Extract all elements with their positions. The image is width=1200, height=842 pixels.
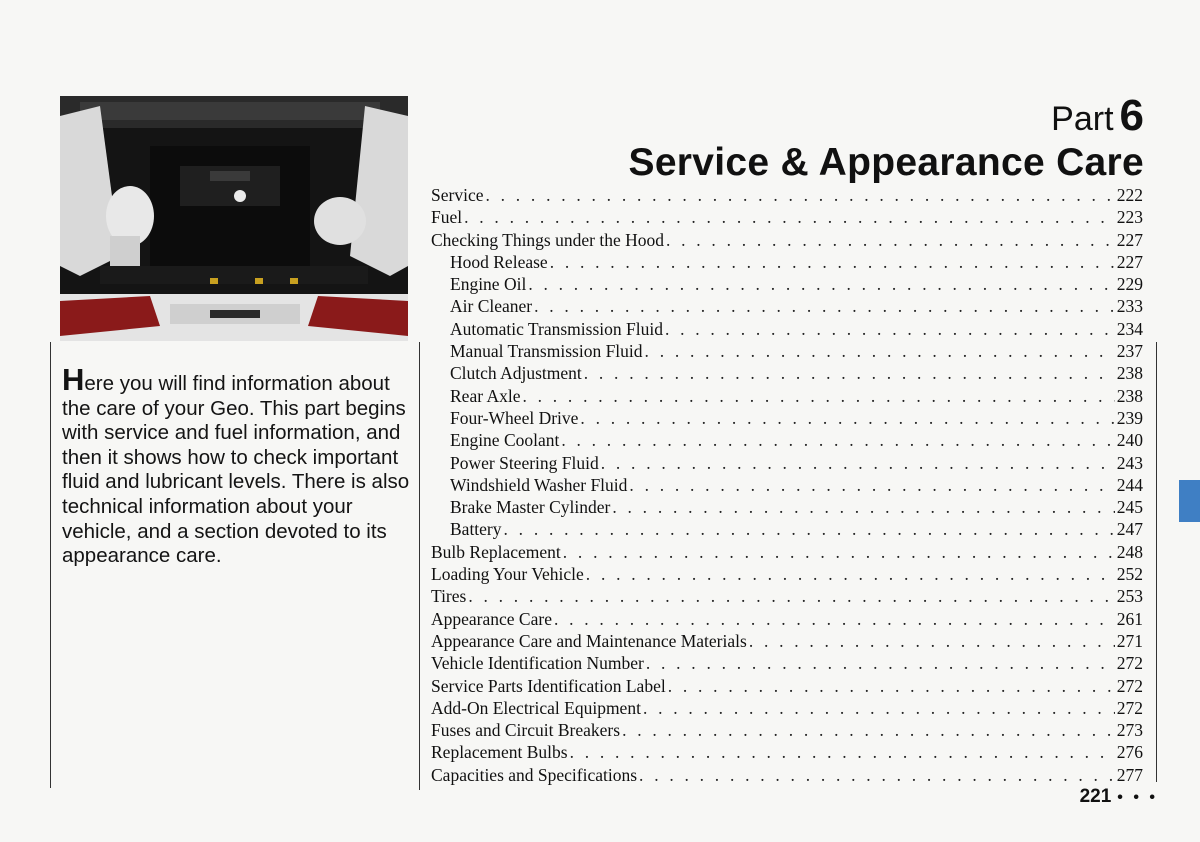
toc-entry[interactable] — [431, 185, 1143, 207]
toc-leader-dots — [629, 475, 1114, 496]
toc-entry-title: Fuel — [431, 207, 463, 228]
toc-leader-dots — [570, 742, 1115, 763]
toc-entry-page: 244 — [1116, 474, 1143, 495]
left-column-rule — [50, 342, 51, 788]
toc-entry-page: 237 — [1116, 341, 1143, 362]
toc-entry[interactable] — [431, 586, 1143, 608]
toc-entry-title: Automatic Transmission Fluid — [450, 318, 663, 339]
toc-entry-title: Engine Oil — [450, 274, 527, 295]
engine-bay-photo — [60, 96, 408, 341]
toc-entry[interactable] — [431, 274, 1143, 296]
toc-entry-page: 252 — [1116, 564, 1143, 585]
toc-entry-title: Vehicle Identification Number — [431, 653, 644, 674]
toc-entry-title: Rear Axle — [450, 385, 521, 406]
toc-entry-title: Add-On Electrical Equipment — [431, 697, 641, 718]
toc-leader-dots — [580, 408, 1114, 429]
toc-entry-title: Power Steering Fluid — [450, 452, 599, 473]
toc-entry-title: Fuses and Circuit Breakers — [431, 720, 621, 741]
toc-entry-title: Air Cleaner — [450, 296, 533, 317]
toc-leader-dots — [485, 185, 1114, 206]
toc-leader-dots — [563, 542, 1115, 563]
toc-entry[interactable] — [431, 609, 1143, 631]
toc-entry-page: 272 — [1116, 697, 1143, 718]
toc-entry[interactable] — [431, 230, 1143, 252]
toc-leader-dots — [468, 586, 1114, 607]
toc-entry[interactable] — [431, 564, 1143, 586]
intro-text: ere you will find information about the care of your Geo. This part begins with service and fuel information, and then it shows how to check important fluid and lubricant levels. There is also technical information about your vehicle, and a section devoted to its appearance care. — [62, 372, 410, 568]
part-number: 6 — [1119, 91, 1144, 140]
toc-entry[interactable] — [431, 430, 1143, 452]
toc-entry-title: Brake Master Cylinder — [450, 497, 611, 518]
table-of-contents — [431, 185, 1143, 787]
toc-entry[interactable] — [431, 363, 1143, 385]
toc-entry-page: 222 — [1116, 185, 1143, 205]
toc-entry-title: Windshield Washer Fluid — [450, 474, 628, 495]
page-number — [1080, 786, 1158, 808]
toc-entry-page: 277 — [1116, 764, 1143, 785]
toc-entry-title: Four-Wheel Drive — [450, 407, 579, 428]
toc-entry-title: Clutch Adjustment — [450, 363, 582, 384]
toc-entry-page: 253 — [1116, 586, 1143, 607]
toc-leader-dots — [464, 207, 1115, 228]
toc-entry-title: Tires — [431, 586, 467, 607]
toc-entry[interactable] — [431, 631, 1143, 653]
toc-entry[interactable] — [431, 475, 1143, 497]
part-label: Part — [1051, 100, 1114, 138]
toc-entry-title: Checking Things under the Hood — [431, 229, 664, 250]
toc-entry-title: Battery — [450, 519, 502, 540]
page-title: Service & Appearance Care — [628, 141, 1144, 184]
toc-entry-page: 234 — [1116, 318, 1143, 339]
toc-entry-title: Appearance Care and Maintenance Materials — [431, 630, 747, 651]
toc-leader-dots — [522, 386, 1114, 407]
toc-entry[interactable] — [431, 252, 1143, 274]
toc-leader-dots — [639, 765, 1115, 786]
part-heading — [1051, 91, 1144, 141]
toc-entry[interactable] — [431, 542, 1143, 564]
toc-leader-dots — [504, 519, 1115, 540]
section-tab — [1179, 480, 1200, 522]
toc-leader-dots — [612, 497, 1114, 518]
toc-entry-page: 227 — [1116, 229, 1143, 250]
toc-leader-dots — [561, 430, 1114, 451]
toc-leader-dots — [534, 296, 1115, 317]
toc-entry-title: Manual Transmission Fluid — [450, 341, 643, 362]
toc-leader-dots — [528, 274, 1114, 295]
toc-entry-page: 239 — [1116, 407, 1143, 428]
toc-entry-page: 261 — [1116, 608, 1143, 629]
toc-leader-dots — [622, 720, 1115, 741]
toc-leader-dots — [550, 252, 1115, 273]
toc-entry-page: 247 — [1116, 519, 1143, 540]
toc-entry[interactable] — [431, 341, 1143, 363]
right-column-rule — [1156, 342, 1157, 782]
toc-entry[interactable] — [431, 698, 1143, 720]
toc-entry[interactable] — [431, 676, 1143, 698]
toc-entry-page: 233 — [1116, 296, 1143, 317]
toc-entry-title: Service Parts Identification Label — [431, 675, 666, 696]
toc-entry[interactable] — [431, 765, 1143, 787]
toc-entry[interactable] — [431, 453, 1143, 475]
toc-entry-title: Capacities and Specifications — [431, 764, 638, 785]
toc-entry[interactable] — [431, 653, 1143, 675]
toc-entry-page: 238 — [1116, 385, 1143, 406]
toc-entry-page: 245 — [1116, 497, 1143, 518]
middle-column-rule — [419, 342, 420, 790]
toc-entry-page: 227 — [1116, 251, 1143, 272]
toc-leader-dots — [645, 341, 1115, 362]
toc-entry-page: 273 — [1116, 720, 1143, 741]
intro-paragraph — [62, 362, 412, 569]
toc-entry-page: 240 — [1116, 430, 1143, 451]
toc-entry-page: 229 — [1116, 274, 1143, 295]
toc-entry-page: 243 — [1116, 452, 1143, 473]
intro-dropcap: H — [62, 362, 85, 397]
toc-entry-title: Engine Coolant — [450, 430, 560, 451]
toc-entry[interactable] — [431, 519, 1143, 541]
toc-leader-dots — [668, 676, 1115, 697]
toc-entry-page: 272 — [1116, 653, 1143, 674]
toc-entry-page: 271 — [1116, 630, 1143, 651]
toc-leader-dots — [554, 609, 1115, 630]
toc-entry-title: Replacement Bulbs — [431, 742, 568, 763]
toc-entry-title: Bulb Replacement — [431, 541, 561, 562]
toc-entry-title: Loading Your Vehicle — [431, 564, 584, 585]
toc-leader-dots — [601, 453, 1115, 474]
page-number-bullets: • • • — [1117, 789, 1158, 806]
toc-leader-dots — [666, 230, 1115, 251]
toc-leader-dots — [643, 698, 1115, 719]
toc-entry[interactable] — [431, 742, 1143, 764]
toc-entry[interactable] — [431, 386, 1143, 408]
toc-leader-dots — [584, 363, 1115, 384]
toc-entry-title: Appearance Care — [431, 608, 552, 629]
toc-entry[interactable] — [431, 408, 1143, 430]
toc-entry[interactable] — [431, 319, 1143, 341]
toc-entry-page: 223 — [1116, 207, 1143, 228]
page-number-value: 221 — [1079, 786, 1112, 807]
toc-entry-title: Service — [431, 185, 484, 205]
toc-entry[interactable] — [431, 296, 1143, 318]
toc-entry-page: 238 — [1116, 363, 1143, 384]
toc-entry[interactable] — [431, 497, 1143, 519]
toc-entry[interactable] — [431, 207, 1143, 229]
toc-leader-dots — [646, 653, 1115, 674]
toc-entry-title: Hood Release — [450, 251, 548, 272]
toc-entry-page: 272 — [1116, 675, 1143, 696]
toc-entry-page: 248 — [1116, 541, 1143, 562]
toc-leader-dots — [586, 564, 1115, 585]
toc-entry-page: 276 — [1116, 742, 1143, 763]
toc-leader-dots — [749, 631, 1115, 652]
toc-entry[interactable] — [431, 720, 1143, 742]
toc-leader-dots — [665, 319, 1115, 340]
